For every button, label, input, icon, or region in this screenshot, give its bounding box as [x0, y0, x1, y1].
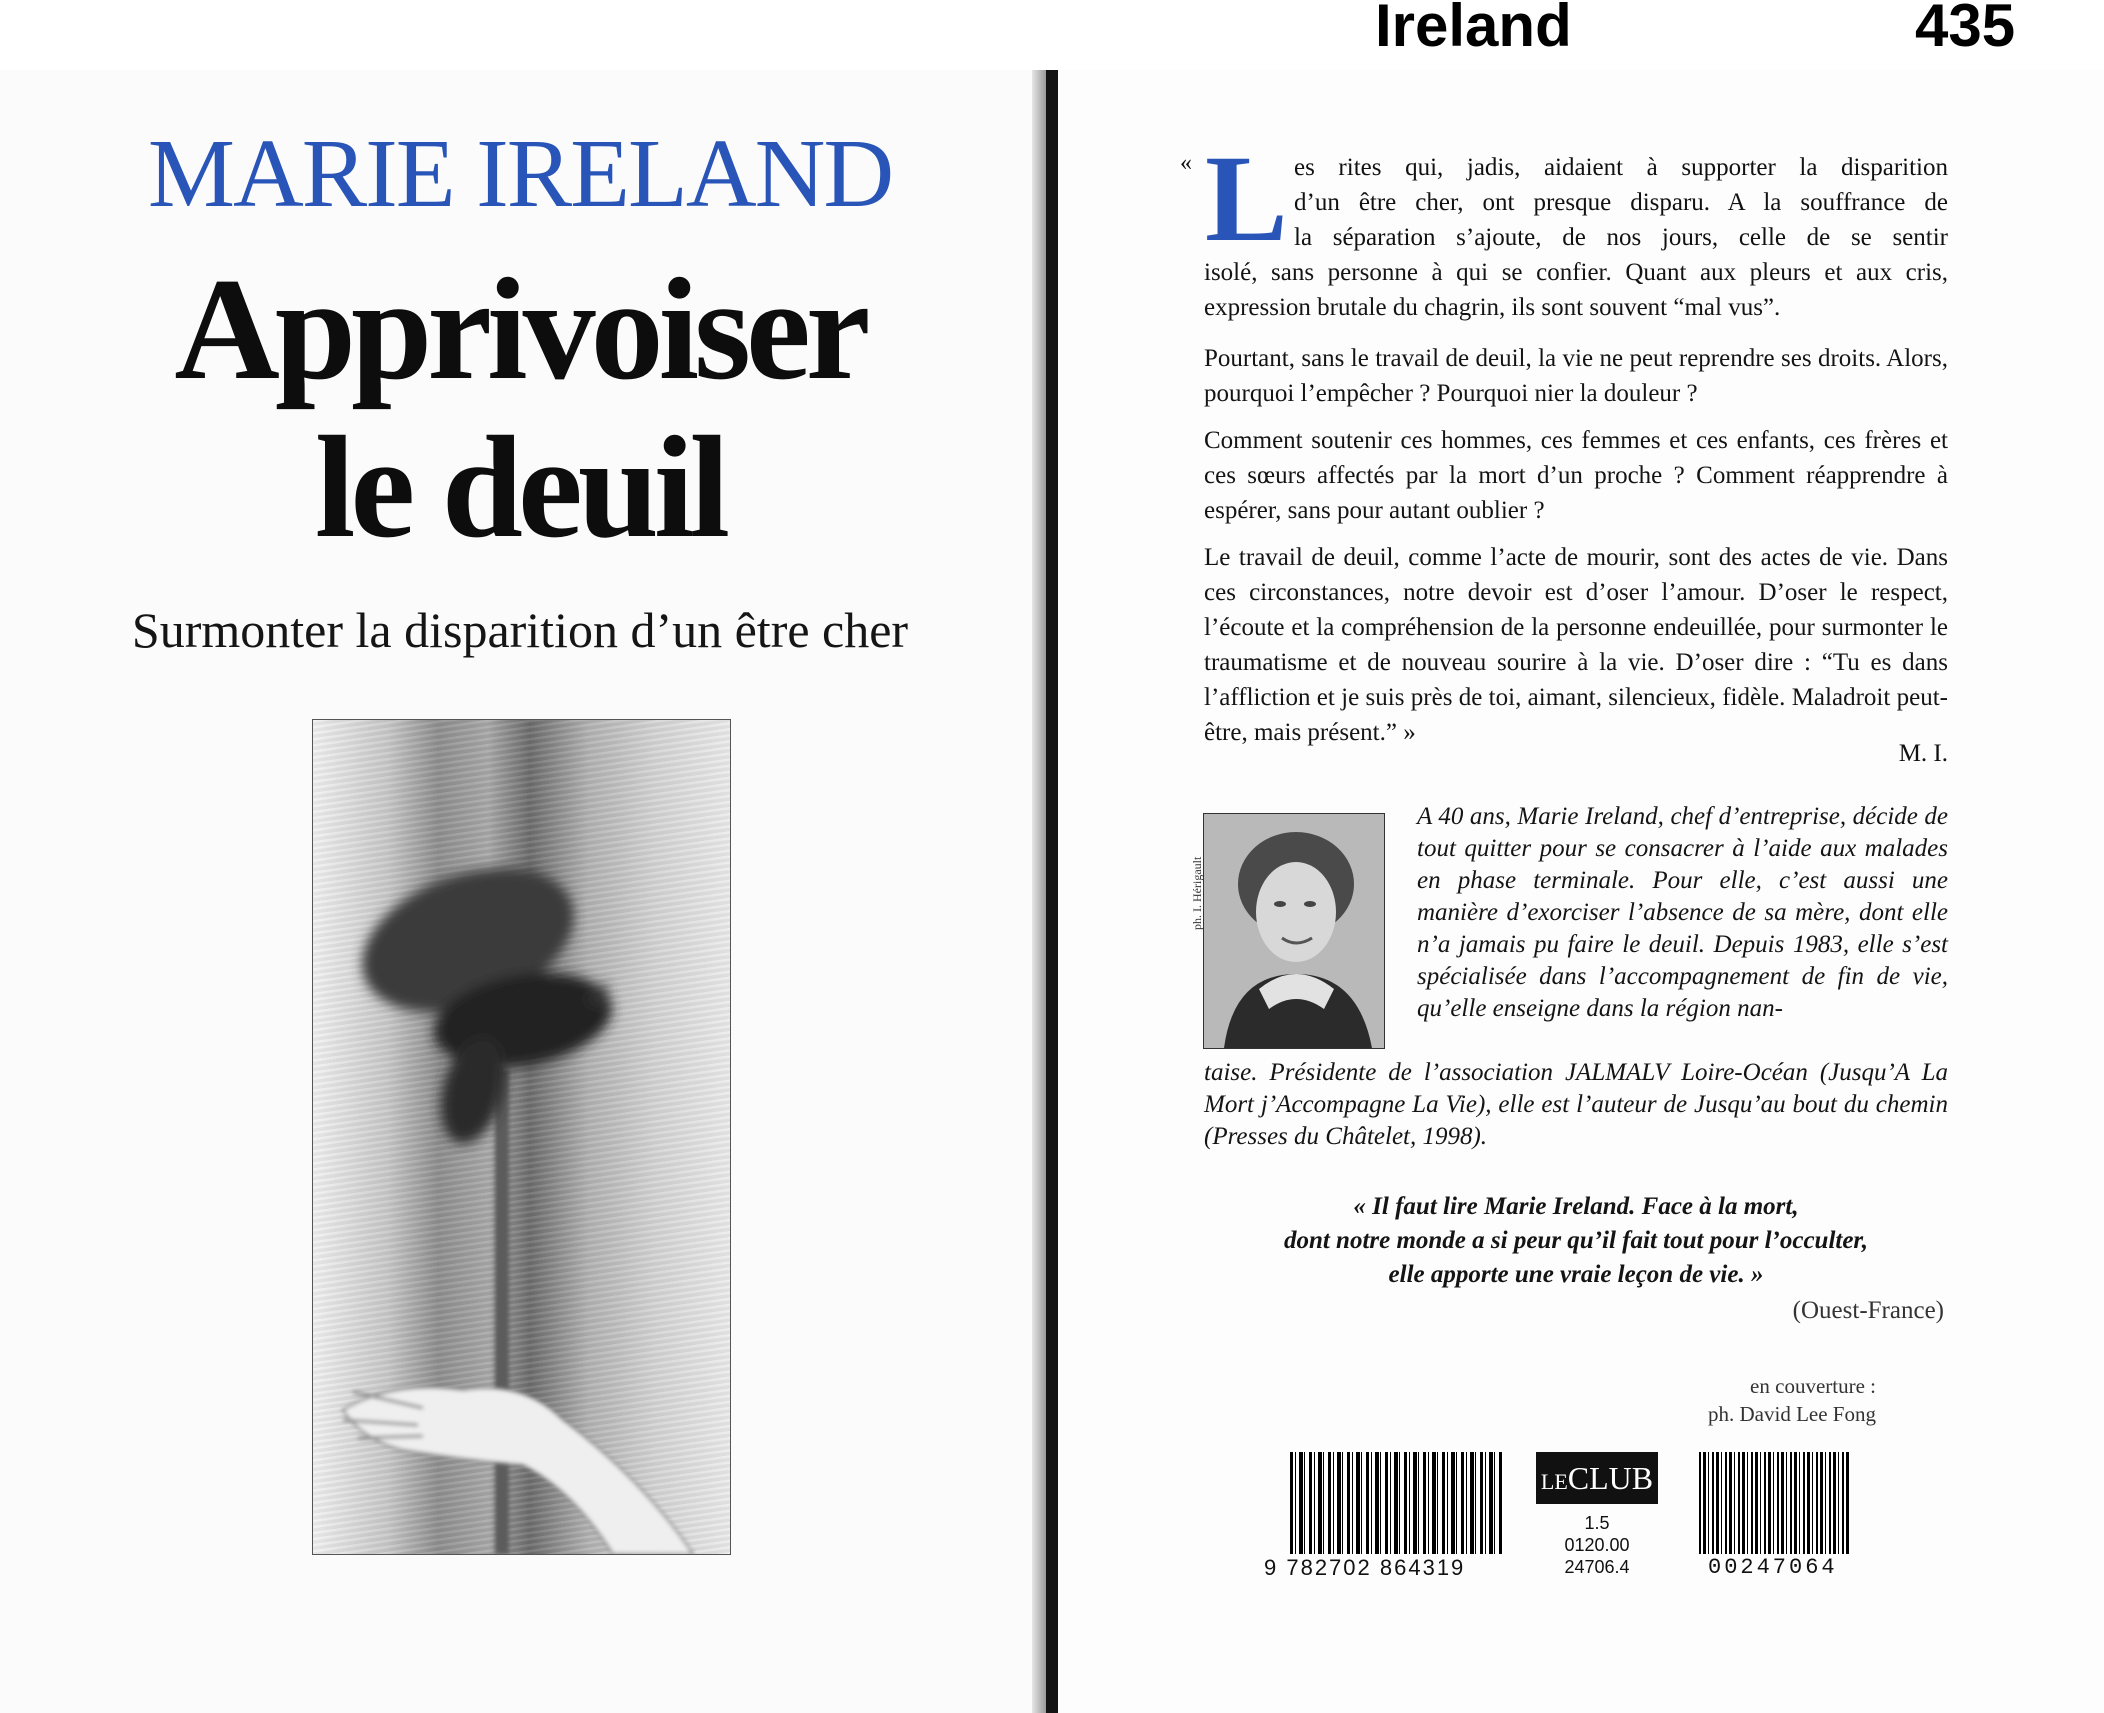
cover-credit-label: en couverture :: [1750, 1374, 1876, 1398]
press-quote-line3: elle apporte une vraie leçon de vie. »: [1388, 1261, 1764, 1288]
blurb-line-2: d’un être cher, ont presque disparu. A la souffrance de: [1294, 189, 1948, 216]
scan-label-number: 435: [1915, 0, 2016, 59]
book-title-line1: Apprivoiser: [174, 248, 866, 410]
logo-le: LE: [1540, 1469, 1568, 1494]
blurb-line-1: es rites qui, jadis, aidaient à supporter la disparition: [1294, 154, 1948, 181]
press-quote-line1: « Il faut lire Marie Ireland. Face à la mort,: [1353, 1193, 1799, 1220]
bird-icon: [342, 841, 619, 1151]
publisher-logo: [1536, 1452, 1658, 1504]
book-spine: [1046, 70, 1058, 1713]
open-hand-icon: [343, 1388, 693, 1555]
press-quote-source: (Ouest-France): [1792, 1297, 1944, 1324]
spine-shadow: [1032, 70, 1046, 1713]
portrait-credit: ph. I. Hérigault: [1190, 856, 1204, 930]
press-quote-line2: dont notre monde a si peur qu’il fait tout pour l’occulter,: [1283, 1227, 1869, 1254]
author-name: MARIE IRELAND: [147, 120, 893, 228]
blurb-paragraph-3: Comment soutenir ces hommes, ces femmes et ces enfants, ces frères et ces sœurs affectés par la mort d’un proche ? Comment réapprendre à espérer, sans pour autant oublier ?: [1204, 427, 1948, 524]
press-quote: [1204, 1190, 1948, 1292]
opening-quote-mark: «: [1180, 150, 1192, 176]
blurb-paragraph-2: Pourtant, sans le travail de deuil, la vie ne peut reprendre ses droits. Alors, pourquoi l’empêcher ? Pourquoi nier la douleur ?: [1204, 345, 1948, 407]
secondary-barcode: [1699, 1452, 1849, 1554]
logo-club: CLUB: [1567, 1460, 1654, 1496]
author-bio-part2: taise. Présidente de l’association JALMALV Loire-Océan (Jusqu’A La Mort j’Accompagne La Vie), elle est l’auteur de Jusqu’au bout du chemin (Presses du Châtelet, 1998).: [1204, 1059, 1948, 1150]
blurb-paragraph-1: isolé, sans personne à qui se confier. Quant aux pleurs et aux cris, expression brutale du chagrin, ils sont souvent “mal vus”.: [1204, 259, 1948, 321]
scan-label-name: Ireland: [1375, 0, 1572, 59]
cover-credit: ph. David Lee Fong: [1708, 1402, 1876, 1426]
book-title-line2: le deuil: [314, 406, 726, 568]
blurb-paragraph-4: Le travail de deuil, comme l’acte de mourir, sont des actes de vie. Dans ces circonstances, notre devoir est d’oser l’amour. D’oser le respect, l’écoute et la compréhension de la personne endeuillée, pour surmonter le traumatisme et de nouveau sourire à la vie. D’oser dire : “Tu es dans l’affliction et je suis près de toi, aimant, silencieux, fidèle. Maladroit peut-être, mais présent.” »: [1204, 544, 1948, 746]
isbn-barcode: [1290, 1452, 1504, 1554]
price-code-2: 0120.00: [1564, 1535, 1630, 1555]
blurb-signature: M. I.: [1898, 740, 1948, 767]
price-code-3: 24706.4: [1564, 1557, 1630, 1577]
drop-cap: L: [1205, 130, 1288, 267]
secondary-barcode-number: 00247064: [1708, 1555, 1838, 1580]
author-portrait: [1203, 813, 1385, 1049]
bird-hand-illustration: [313, 720, 730, 1554]
portrait-illustration: [1204, 814, 1384, 1048]
book-subtitle: Surmonter la disparition d’un être cher: [131, 602, 909, 658]
author-bio-part1: A 40 ans, Marie Ireland, chef d’entreprise, décide de tout quitter pour se consacrer à l’aide aux malades en phase terminale. Pour elle, c’est aussi une manière d’exorciser l’absence de sa mère, dont elle n’a jamais pu faire le deuil. Depuis 1983, elle s’est spécialisée dans l’accompagnement de fin de vie, qu’elle enseigne dans la région nan-: [1417, 803, 1948, 1022]
blurb-line-3: la séparation s’ajoute, de nos jours, celle de se sentir: [1294, 224, 1948, 251]
isbn-number: 9 782702 864319: [1264, 1555, 1466, 1580]
price-code-1: 1.5: [1584, 1513, 1610, 1533]
cover-photo-bird-and-hand: [312, 719, 731, 1555]
